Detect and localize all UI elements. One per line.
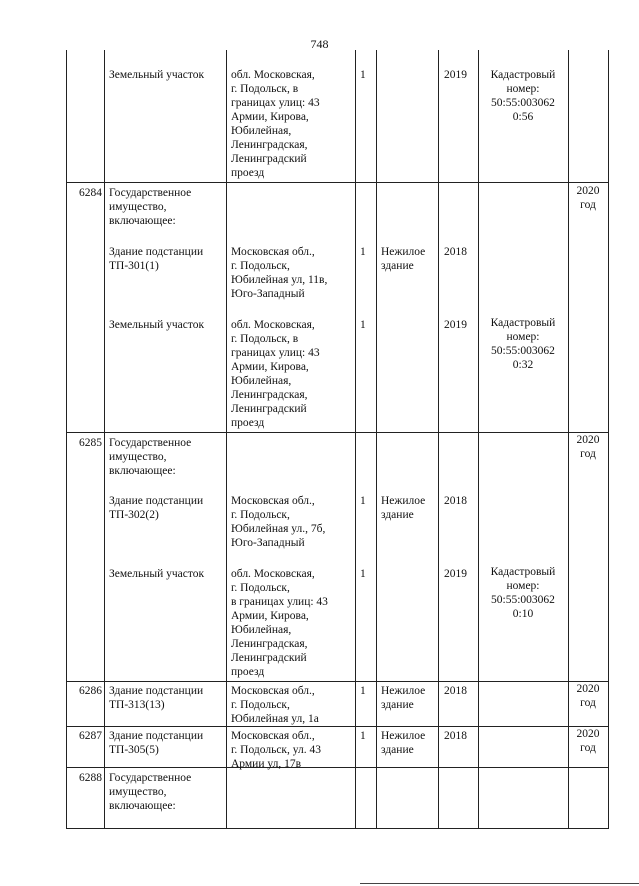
object-type: Нежилое здание xyxy=(381,246,426,272)
object-address: Московская обл., г. Подольск, Юбилейная ул, 1а xyxy=(231,685,319,725)
row-separator xyxy=(66,828,609,829)
object-quantity: 1 xyxy=(360,685,366,697)
row-separator xyxy=(66,182,609,183)
object-name: Государственное имущество, включающее: xyxy=(109,187,192,227)
row-number: 6285 xyxy=(79,437,102,449)
object-address: Московская обл., г. Подольск, ул. 43 Армии ул, 17в xyxy=(231,730,322,770)
row-number: 6284 xyxy=(79,187,102,199)
object-quantity: 1 xyxy=(360,730,366,742)
object-year: 2019 xyxy=(444,69,467,81)
row-separator xyxy=(66,681,609,682)
row-separator xyxy=(66,726,609,727)
object-year: 2019 xyxy=(444,568,467,580)
row-number: 6288 xyxy=(79,772,102,784)
object-name: Земельный участок xyxy=(109,319,205,331)
cadastral-number: Кадастровый номер: 50:55:003062 0:32 xyxy=(490,317,556,371)
object-type: Нежилое здание xyxy=(381,685,426,711)
object-quantity: 1 xyxy=(360,246,366,258)
grid-line xyxy=(478,50,479,828)
object-year: 2018 xyxy=(444,730,467,742)
object-type: Нежилое здание xyxy=(381,495,426,521)
grid-line xyxy=(438,50,439,828)
object-name: Государственное имущество, включающее: xyxy=(109,772,192,812)
row-separator xyxy=(66,432,609,433)
object-address: Московская обл., г. Подольск, Юбилейная ул, 11в, Юго-Западный xyxy=(231,246,328,300)
object-address: обл. Московская, г. Подольск, в границах улиц: 43 Армии, Кирова, Юбилейная, Ленинградская, Ленинградский проезд xyxy=(231,69,320,179)
object-name: Здание подстанции ТП-302(2) xyxy=(109,495,204,521)
period: 2020 год xyxy=(576,185,600,211)
object-year: 2018 xyxy=(444,685,467,697)
cadastral-number: Кадастровый номер: 50:55:003062 0:56 xyxy=(490,69,556,123)
object-name: Государственное имущество, включающее: xyxy=(109,437,192,477)
object-year: 2018 xyxy=(444,495,467,507)
grid-line xyxy=(104,50,105,828)
period: 2020 год xyxy=(576,683,600,709)
grid-line xyxy=(355,50,356,828)
row-number: 6286 xyxy=(79,685,102,697)
footer-rule xyxy=(360,883,639,884)
object-quantity: 1 xyxy=(360,319,366,331)
object-address: обл. Московская, г. Подольск, в границах улиц: 43 Армии, Кирова, Юбилейная, Ленинградская, Ленинградский проезд xyxy=(231,319,320,429)
object-year: 2018 xyxy=(444,246,467,258)
object-name: Здание подстанции ТП-305(5) xyxy=(109,730,204,756)
page-number: 748 xyxy=(310,37,329,51)
grid-line xyxy=(608,50,609,828)
object-name: Земельный участок xyxy=(109,568,205,580)
object-quantity: 1 xyxy=(360,495,366,507)
period: 2020 год xyxy=(576,434,600,460)
object-quantity: 1 xyxy=(360,69,366,81)
object-name: Земельный участок xyxy=(109,69,205,81)
object-name: Здание подстанции ТП-313(13) xyxy=(109,685,204,711)
object-name: Здание подстанции ТП-301(1) xyxy=(109,246,204,272)
object-address: обл. Московская, г. Подольск, в границах улиц: 43 Армии, Кирова, Юбилейная, Ленинградская, Ленинградский проезд xyxy=(231,568,328,678)
cadastral-number: Кадастровый номер: 50:55:003062 0:10 xyxy=(490,566,556,620)
grid-line xyxy=(226,50,227,828)
object-quantity: 1 xyxy=(360,568,366,580)
object-type: Нежилое здание xyxy=(381,730,426,756)
period: 2020 год xyxy=(576,728,600,754)
object-address: Московская обл., г. Подольск, Юбилейная ул., 7б, Юго-Западный xyxy=(231,495,326,549)
row-number: 6287 xyxy=(79,730,102,742)
object-year: 2019 xyxy=(444,319,467,331)
grid-line xyxy=(376,50,377,828)
